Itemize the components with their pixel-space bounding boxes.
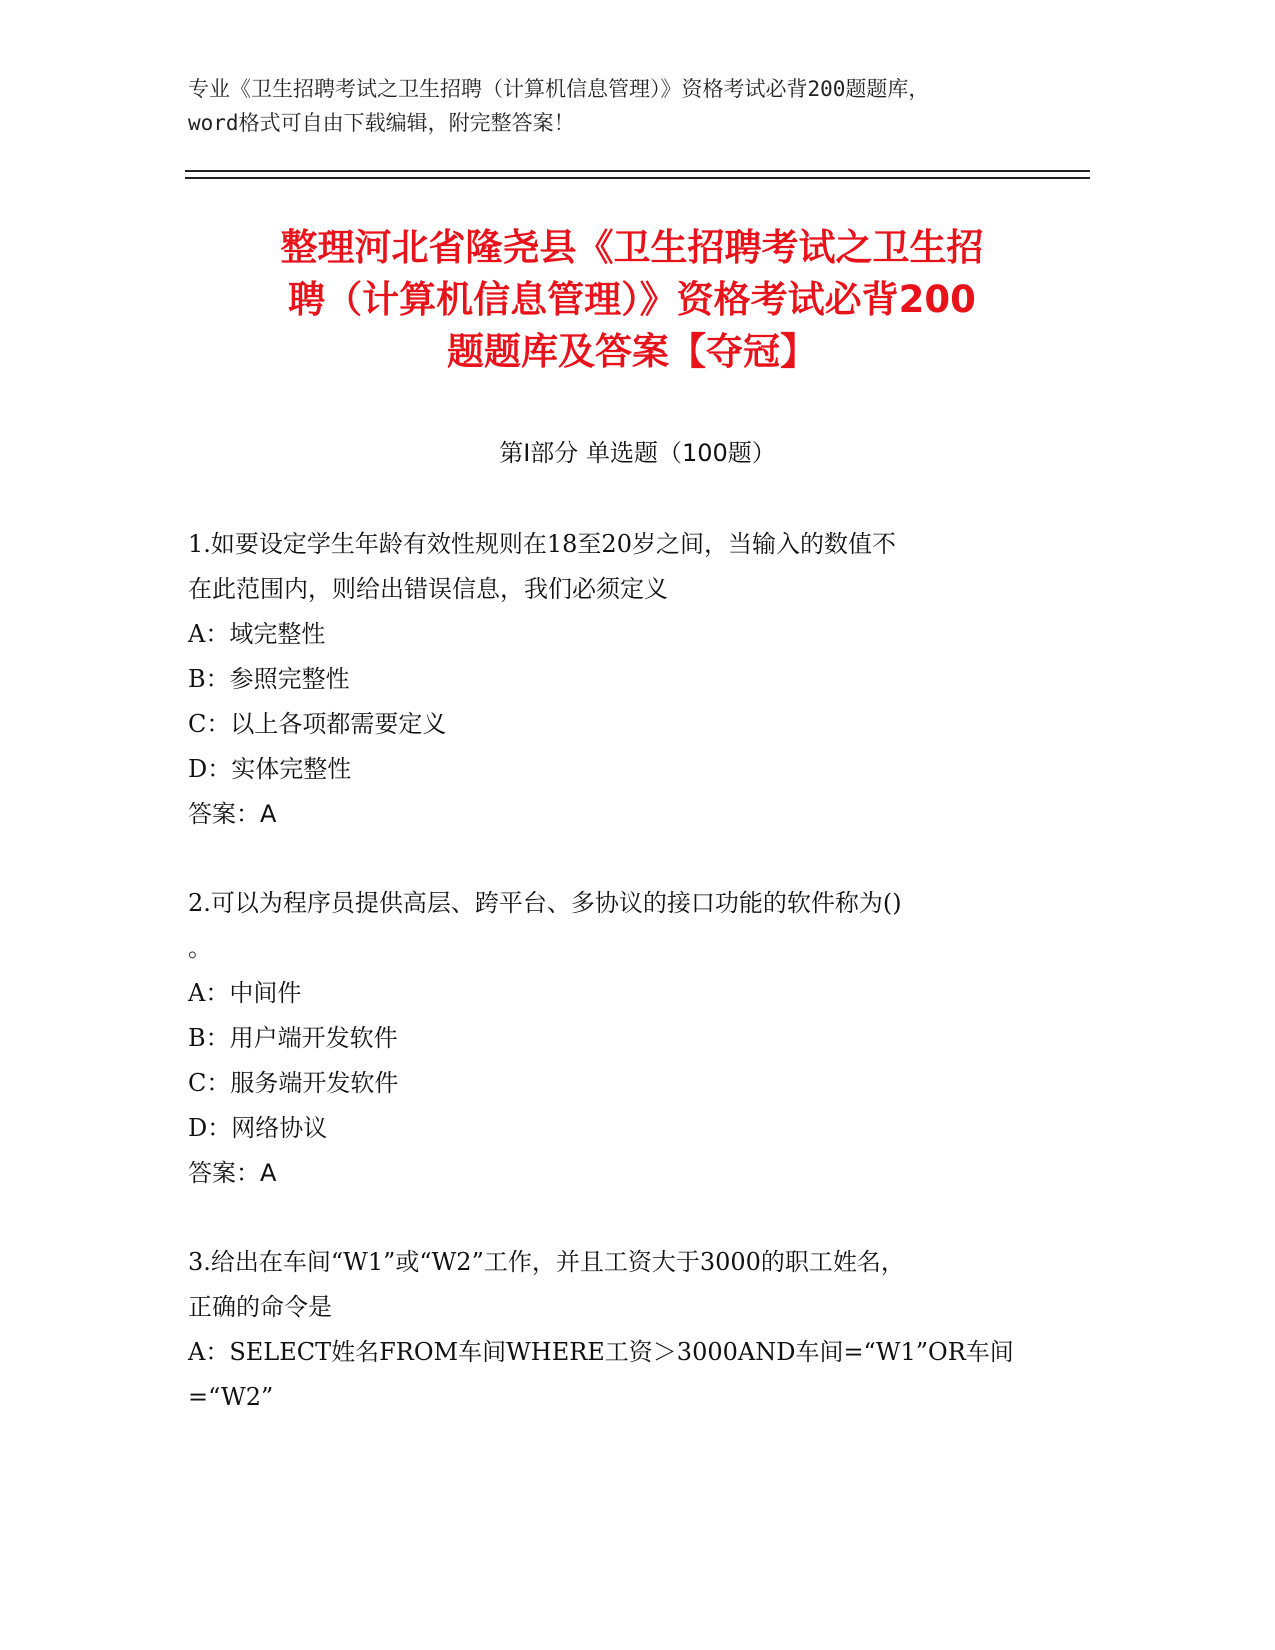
title-line-1: 整理河北省隆尧县《卫生招聘考试之卫生招 [280, 226, 984, 269]
header-line-2: word格式可自由下载编辑，附完整答案！ [188, 111, 575, 135]
document-title [192, 222, 1072, 378]
option-a: A：域完整性 [188, 620, 326, 648]
option-a: A：SELECT姓名FROM车间WHERE工资＞3000AND车间=“W1”OR车间 [188, 1338, 1014, 1366]
question-text-line: 在此范围内，则给出错误信息，我们必须定义 [188, 575, 668, 603]
question-text-line: 3.给出在车间“W1”或“W2”工作，并且工资大于3000的职工姓名， [188, 1248, 905, 1276]
question-3 [188, 1240, 1058, 1420]
option-a-continued: =“W2” [188, 1383, 274, 1411]
title-line-3: 题题库及答案【夺冠】 [447, 330, 817, 373]
title-line-2: 聘（计算机信息管理）》资格考试必背200 [288, 278, 976, 321]
answer: 答案：A [188, 800, 277, 828]
option-d: D：网络协议 [188, 1114, 328, 1142]
header-divider-top [185, 170, 1090, 172]
question-1 [188, 522, 1058, 837]
header-line-1: 专业《卫生招聘考试之卫生招聘（计算机信息管理）》资格考试必背200题题库， [188, 77, 930, 101]
question-2 [188, 881, 1058, 1196]
option-d: D：实体完整性 [188, 755, 352, 783]
question-text-line: 2.可以为程序员提供高层、跨平台、多协议的接口功能的软件称为() [188, 889, 902, 917]
question-text [188, 1240, 1058, 1330]
option-b: B：参照完整性 [188, 665, 350, 693]
option-b: B：用户端开发软件 [188, 1024, 398, 1052]
option-c: C：服务端开发软件 [188, 1069, 399, 1097]
document-header [188, 72, 1088, 140]
header-divider-bottom [185, 177, 1090, 179]
question-list [188, 522, 1058, 1464]
question-text [188, 881, 1058, 971]
question-text-line: 1.如要设定学生年龄有效性规则在18至20岁之间，当输入的数值不 [188, 530, 896, 558]
option-a: A：中间件 [188, 979, 302, 1007]
question-text-line: 正确的命令是 [188, 1293, 332, 1321]
option-c: C：以上各项都需要定义 [188, 710, 447, 738]
question-text-line: 。 [188, 934, 212, 962]
question-text [188, 522, 1058, 612]
section-title: 第Ⅰ部分 单选题（100题） [499, 439, 776, 467]
answer: 答案：A [188, 1159, 277, 1187]
